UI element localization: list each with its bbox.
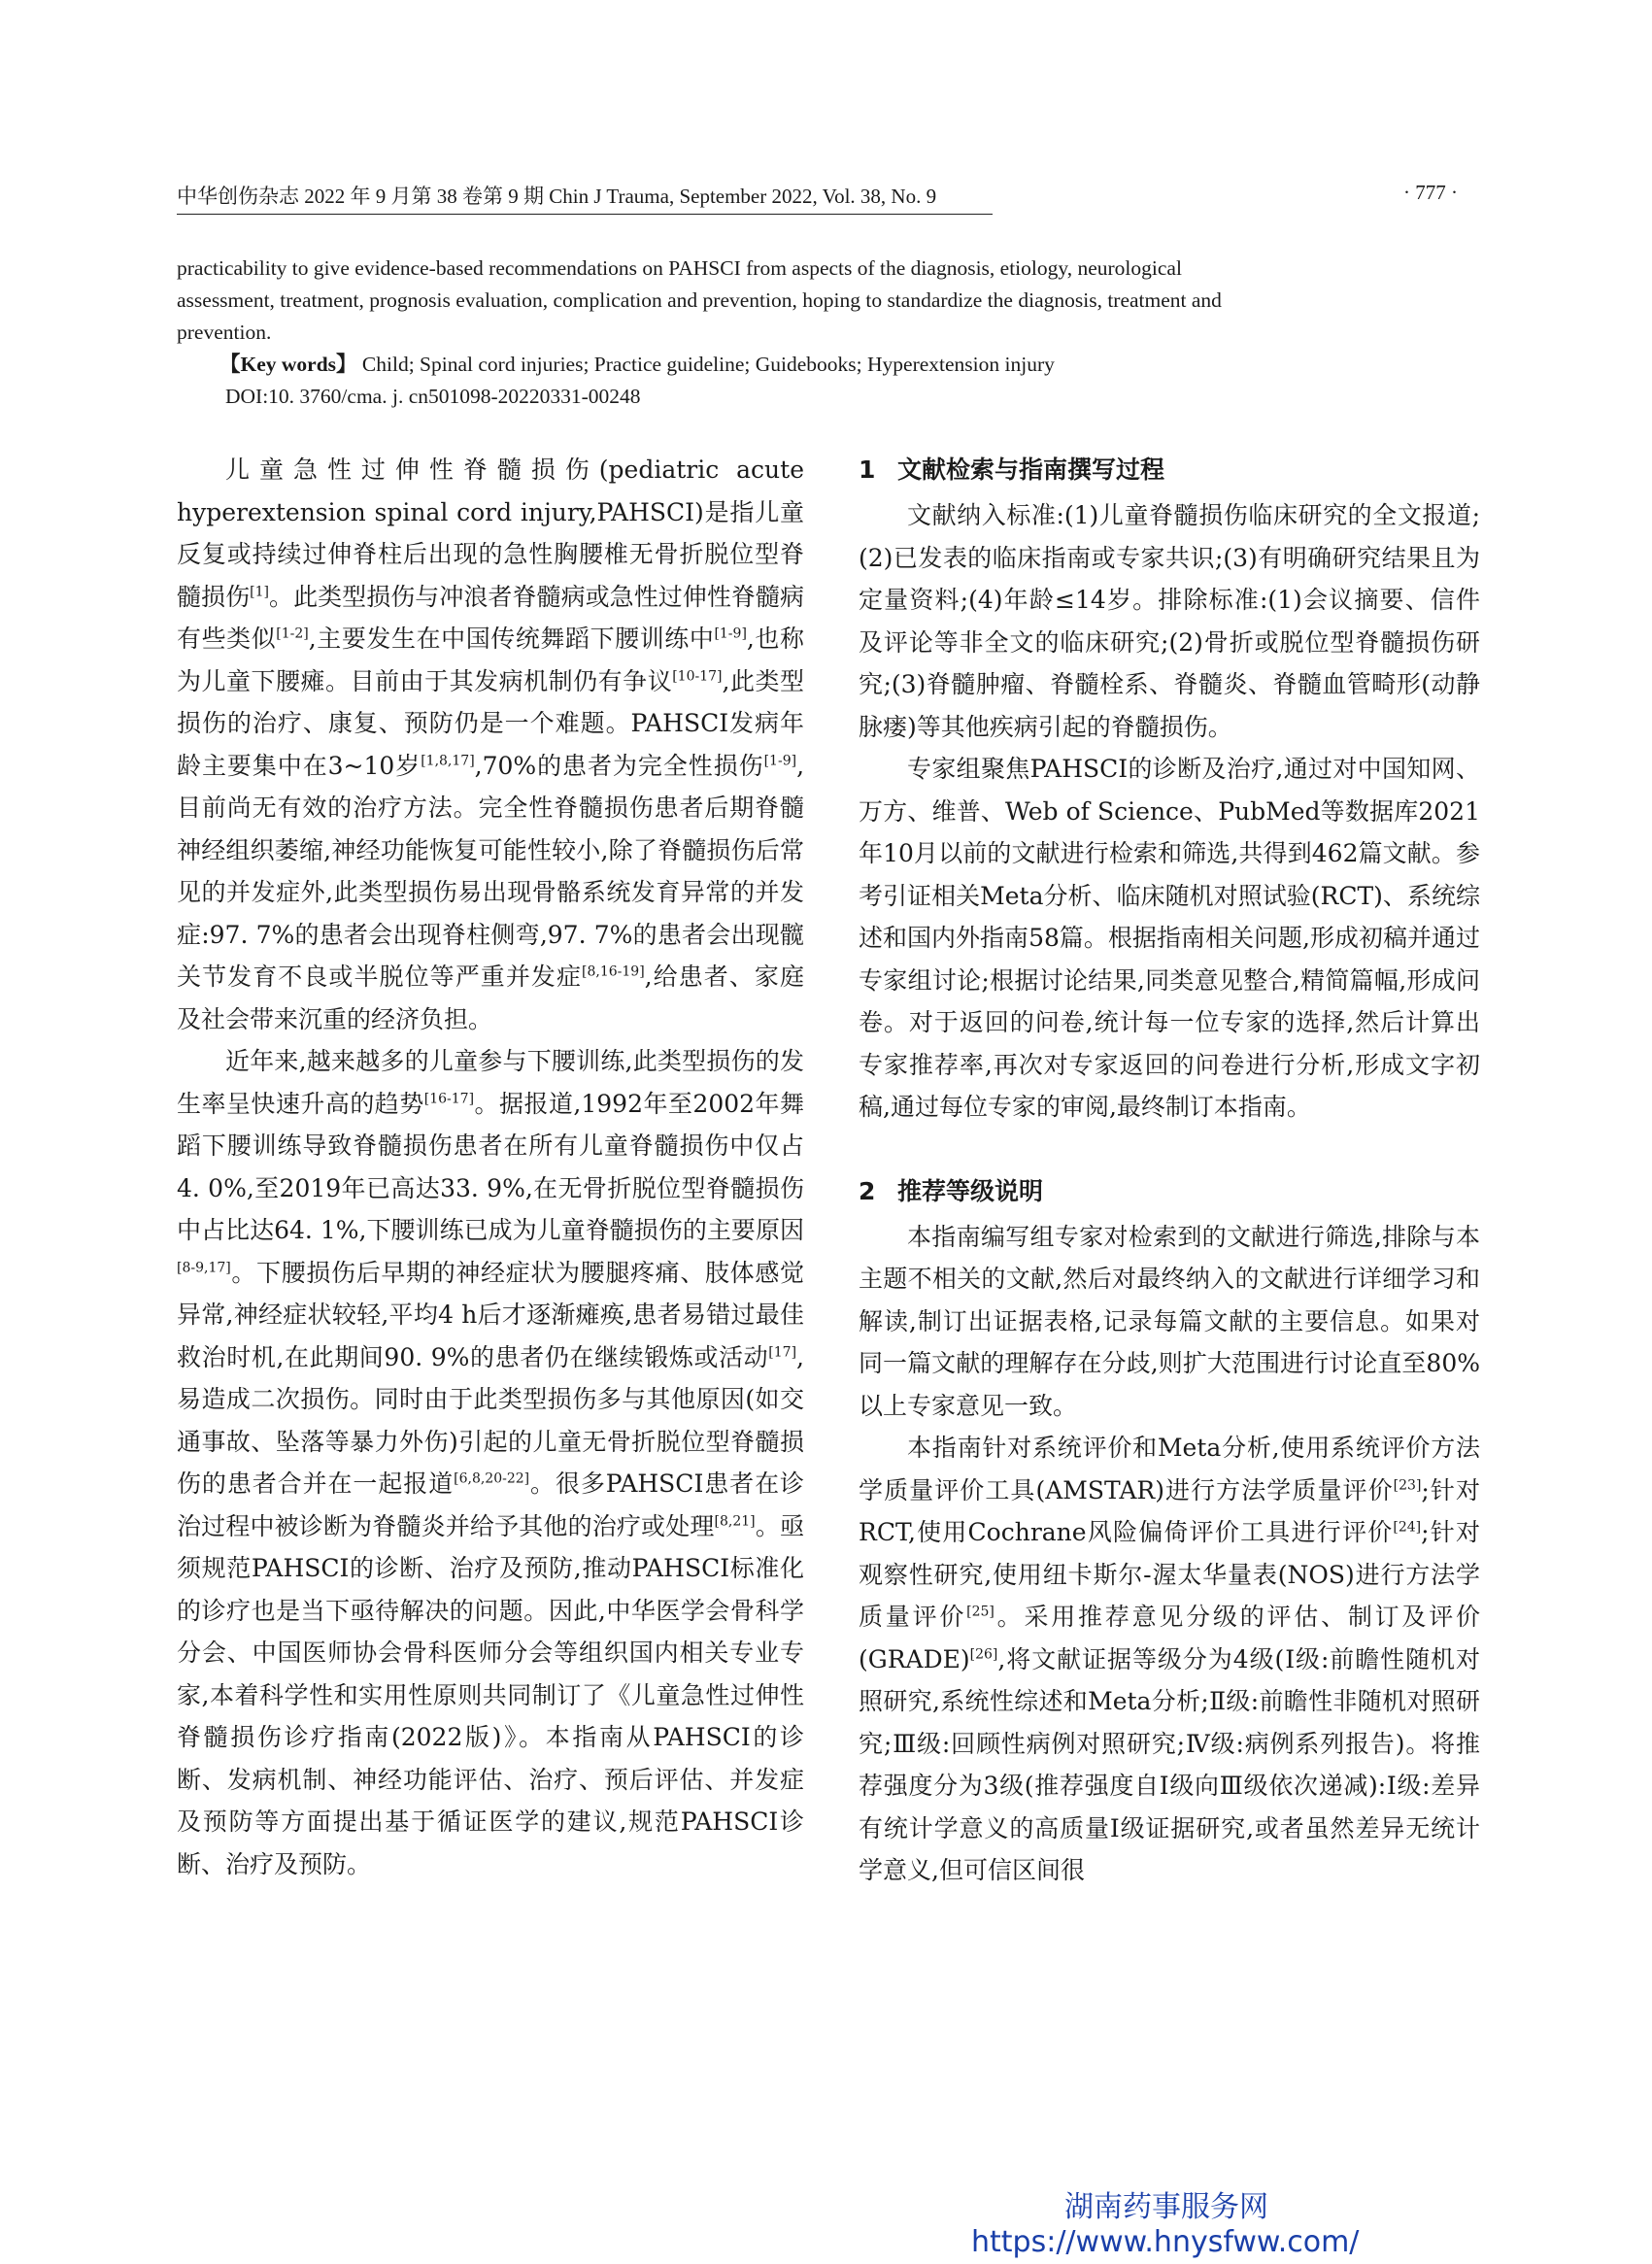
citation-ref: [6,8,20-22] xyxy=(454,1470,530,1487)
citation-ref: [26] xyxy=(969,1646,998,1663)
citation-ref: [1-9] xyxy=(763,753,797,769)
journal-header: 中华创伤杂志 2022 年 9 月第 38 卷第 9 期 Chin J Trauma, September 2022, Vol. 38, No. 9 xyxy=(177,181,993,215)
intro-paragraph-2: 近年来,越来越多的儿童参与下腰训练,此类型损伤的发生率呈快速升高的趋势[16-17]。据报道,1992年至2002年舞蹈下腰训练导致脊髓损伤患者在所有儿童脊髓损伤中仅占4. 0%,至2019年已高达33. 9%,在无骨折脱位型脊髓损伤中占比达64. 1%,下腰训练已成为儿童脊髓损伤的主要原因[8-9,17]。下腰损伤后早期的神经症状为腰腿疼痛、肢体感觉异常,神经症状较轻,平均4 h后才逐渐瘫痪,患者易错过最佳救治时机,在此期间90. 9%的患者仍在继续锻炼或活动[17],易造成二次损伤。同时由于此类型损伤多与其他原因(如交通事故、坠落等暴力外伤)引起的儿童无骨折脱位型脊髓损伤的患者合并在一起报道[6,8,20-22]。很多PAHSCI患者在诊治过程中被诊断为脊髓炎并给予其他的治疗或处理[8,21]。亟须规范PAHSCI的诊断、治疗及预防,推动PAHSCI标准化的诊疗也是当下亟待解决的问题。因此,中华医学会骨科学分会、中国医师协会骨科医师分会等组织国内相关专业专家,本着科学性和实用性原则共同制订了《儿童急性过伸性脊髓损伤诊疗指南(2022版)》。本指南从PAHSCI的诊断、发病机制、神经功能评估、治疗、预后评估、并发症及预防等方面提出基于循证医学的建议,规范PAHSCI诊断、治疗及预防。 xyxy=(177,1047,804,1878)
citation-ref: [8,16-19] xyxy=(582,963,645,980)
section-2-paragraph-2: 本指南针对系统评价和Meta分析,使用系统评价方法学质量评价工具(AMSTAR)进行方法学质量评价[23];针对RCT,使用Cochrane风险偏倚评价工具进行评价[24];针对观察性研究,使用纽卡斯尔-渥太华量表(NOS)进行方法学质量评价[25]。采用推荐意见分级的评估、制订及评价(GRADE)[26],将文献证据等级分为4级(Ⅰ级:前瞻性随机对照研究,系统性综述和Meta分析;Ⅱ级:前瞻性非随机对照研究;Ⅲ级:回顾性病例对照研究;Ⅳ级:病例系列报告)。将推荐强度分为3级(推荐强度自Ⅰ级向Ⅲ级依次递减):Ⅰ级:差异有统计学意义的高质量Ⅰ级证据研究,或者虽然差异无统计学意义,但可信区间很 xyxy=(859,1434,1480,1884)
keywords-label: 【Key words】 xyxy=(219,353,357,376)
left-column xyxy=(177,449,804,1885)
intro-paragraph-1: 儿童急性过伸性脊髓损伤(pediatric acute hyperextension spinal cord injury,PAHSCI)是指儿童反复或持续过伸脊柱后出现的急性胸腰椎无骨折脱位型脊髓损伤[1]。此类型损伤与冲浪者脊髓病或急性过伸性脊髓病有些类似[1-2],主要发生在中国传统舞蹈下腰训练中[1-9],也称为儿童下腰瘫。目前由于其发病机制仍有争议[10-17],此类型损伤的治疗、康复、预防仍是一个难题。PAHSCI发病年龄主要集中在3~10岁[1,8,17],70%的患者为完全性损伤[1-9],目前尚无有效的治疗方法。完全性脊髓损伤患者后期脊髓神经组织萎缩,神经功能恢复可能性较小,除了脊髓损伤后常见的并发症外,此类型损伤易出现骨骼系统发育异常的并发症:97. 7%的患者会出现脊柱侧弯,97. 7%的患者会出现髋关节发育不良或半脱位等严重并发症[8,16-19],给患者、家庭及社会带来沉重的经济负担。 xyxy=(177,456,805,1033)
page-number: · 777 · xyxy=(1403,181,1458,204)
citation-ref: [10-17] xyxy=(672,668,723,685)
section-1-paragraph-1: 文献纳入标准:(1)儿童脊髓损伤临床研究的全文报道;(2)已发表的临床指南或专家共识;(3)有明确研究结果且为定量资料;(4)年龄≤14岁。排除标准:(1)会议摘要、信件及评论等非全文的临床研究;(2)骨折或脱位型脊髓损伤研究;(3)脊髓肿瘤、脊髓栓系、脊髓炎、脊髓血管畸形(动静脉瘘)等其他疾病引起的脊髓损伤。 xyxy=(859,501,1480,741)
citation-ref: [17] xyxy=(768,1344,797,1361)
section-1-heading xyxy=(859,449,1480,490)
citation-ref: [24] xyxy=(1393,1519,1422,1536)
watermark-site-name: 湖南药事服务网 xyxy=(1064,2190,1268,2224)
citation-ref: [1-9] xyxy=(714,625,747,642)
citation-ref: [8-9,17] xyxy=(177,1260,231,1276)
section-1-title: 文献检索与指南撰写过程 xyxy=(897,456,1165,484)
citation-ref: [8,21] xyxy=(714,1513,756,1530)
section-2-heading xyxy=(859,1170,1480,1212)
site-watermark xyxy=(971,2190,1593,2260)
section-1-number: 1 xyxy=(859,456,876,484)
abstract-text: practicability to give evidence-based recommendations on PAHSCI from aspects of the diagnosis, etiology, neurological assessment, treatment, prognosis evaluation, complication and prevention, hoping to standardize the diagnosis, treatment and prevention. xyxy=(177,256,1222,344)
keywords-list: Child; Spinal cord injuries; Practice guideline; Guidebooks; Hyperextension injury xyxy=(356,353,1055,376)
doi: DOI:10. 3760/cma. j. cn501098-20220331-00248 xyxy=(225,385,641,408)
citation-ref: [1] xyxy=(250,584,269,600)
citation-ref: [25] xyxy=(966,1604,995,1620)
citation-ref: [1,8,17] xyxy=(421,753,475,769)
keywords xyxy=(177,349,1228,381)
citation-ref: [23] xyxy=(1393,1477,1422,1494)
section-2-paragraph-1: 本指南编写组专家对检索到的文献进行筛选,排除与本主题不相关的文献,然后对最终纳入的文献进行详细学习和解读,制订出证据表格,记录每篇文献的主要信息。如果对同一篇文献的理解存在分歧,则扩大范围进行讨论直至80%以上专家意见一致。 xyxy=(859,1222,1480,1420)
citation-ref: [16-17] xyxy=(423,1091,475,1107)
watermark-url[interactable]: https://www.hnysfww.com/ xyxy=(971,2225,1360,2259)
abstract-continuation xyxy=(177,253,1228,413)
right-column xyxy=(859,449,1480,1892)
section-1-paragraph-2: 专家组聚焦PAHSCI的诊断及治疗,通过对中国知网、万方、维普、Web of Science、PubMed等数据库2021年10月以前的文献进行检索和筛选,共得到462篇文献。参考引证相关Meta分析、临床随机对照试验(RCT)、系统综述和国内外指南58篇。根据指南相关问题,形成初稿并通过专家组讨论;根据讨论结果,同类意见整合,精简篇幅,形成问卷。对于返回的问卷,统计每一位专家的选择,然后计算出专家推荐率,再次对专家返回的问卷进行分析,形成文字初稿,通过每位专家的审阅,最终制订本指南。 xyxy=(859,755,1480,1121)
section-2-number: 2 xyxy=(859,1176,876,1205)
citation-ref: [1-2] xyxy=(276,625,309,642)
section-2-title: 推荐等级说明 xyxy=(897,1176,1044,1205)
